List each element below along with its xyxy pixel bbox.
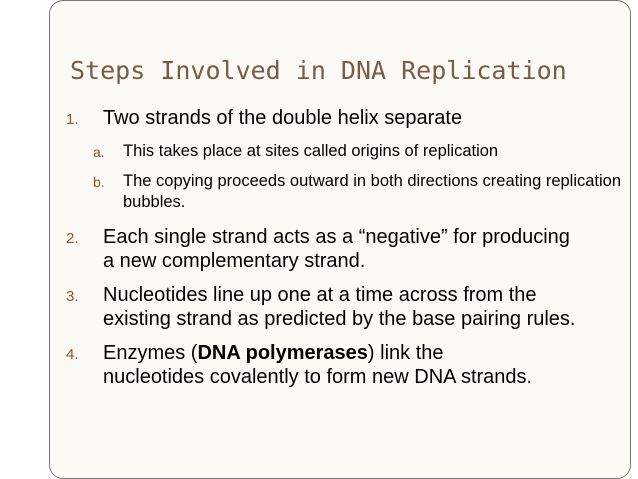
list-item-1a bbox=[66, 141, 543, 162]
list-item-text: This takes place at sites called origins of replication bbox=[123, 142, 499, 160]
list-letter: a. bbox=[93, 144, 105, 160]
text-segment: Enzymes ( bbox=[103, 342, 198, 364]
list-item-4 bbox=[66, 341, 548, 389]
list-item-text: The copying proceeds outward in both directions creating replication bubbles. bbox=[123, 172, 622, 211]
slide-title: Steps Involved in DNA Replication bbox=[70, 56, 567, 85]
list-number: 1. bbox=[66, 111, 79, 128]
list-item-1b bbox=[66, 171, 638, 213]
list-item-3 bbox=[66, 283, 608, 331]
list-number: 3. bbox=[66, 288, 79, 305]
list-item-text: Nucleotides line up one at a time across from the existing strand as predicted by the base pairing rules. bbox=[103, 284, 576, 330]
list-item-2 bbox=[66, 225, 578, 273]
text-segment: ) link the nucleotides covalently to form new DNA strands. bbox=[103, 342, 533, 388]
list-number: 2. bbox=[66, 230, 79, 247]
list-item-1 bbox=[66, 106, 586, 130]
list-item-text bbox=[103, 341, 548, 389]
list-letter: b. bbox=[93, 174, 105, 190]
bold-term: DNA polymerases bbox=[197, 342, 368, 364]
list-number: 4. bbox=[66, 346, 79, 363]
list-item-text: Each single strand acts as a “negative” for producing a new complementary strand. bbox=[103, 226, 570, 272]
bullet-list bbox=[66, 106, 622, 389]
list-item-text: Two strands of the double helix separate bbox=[103, 107, 463, 129]
